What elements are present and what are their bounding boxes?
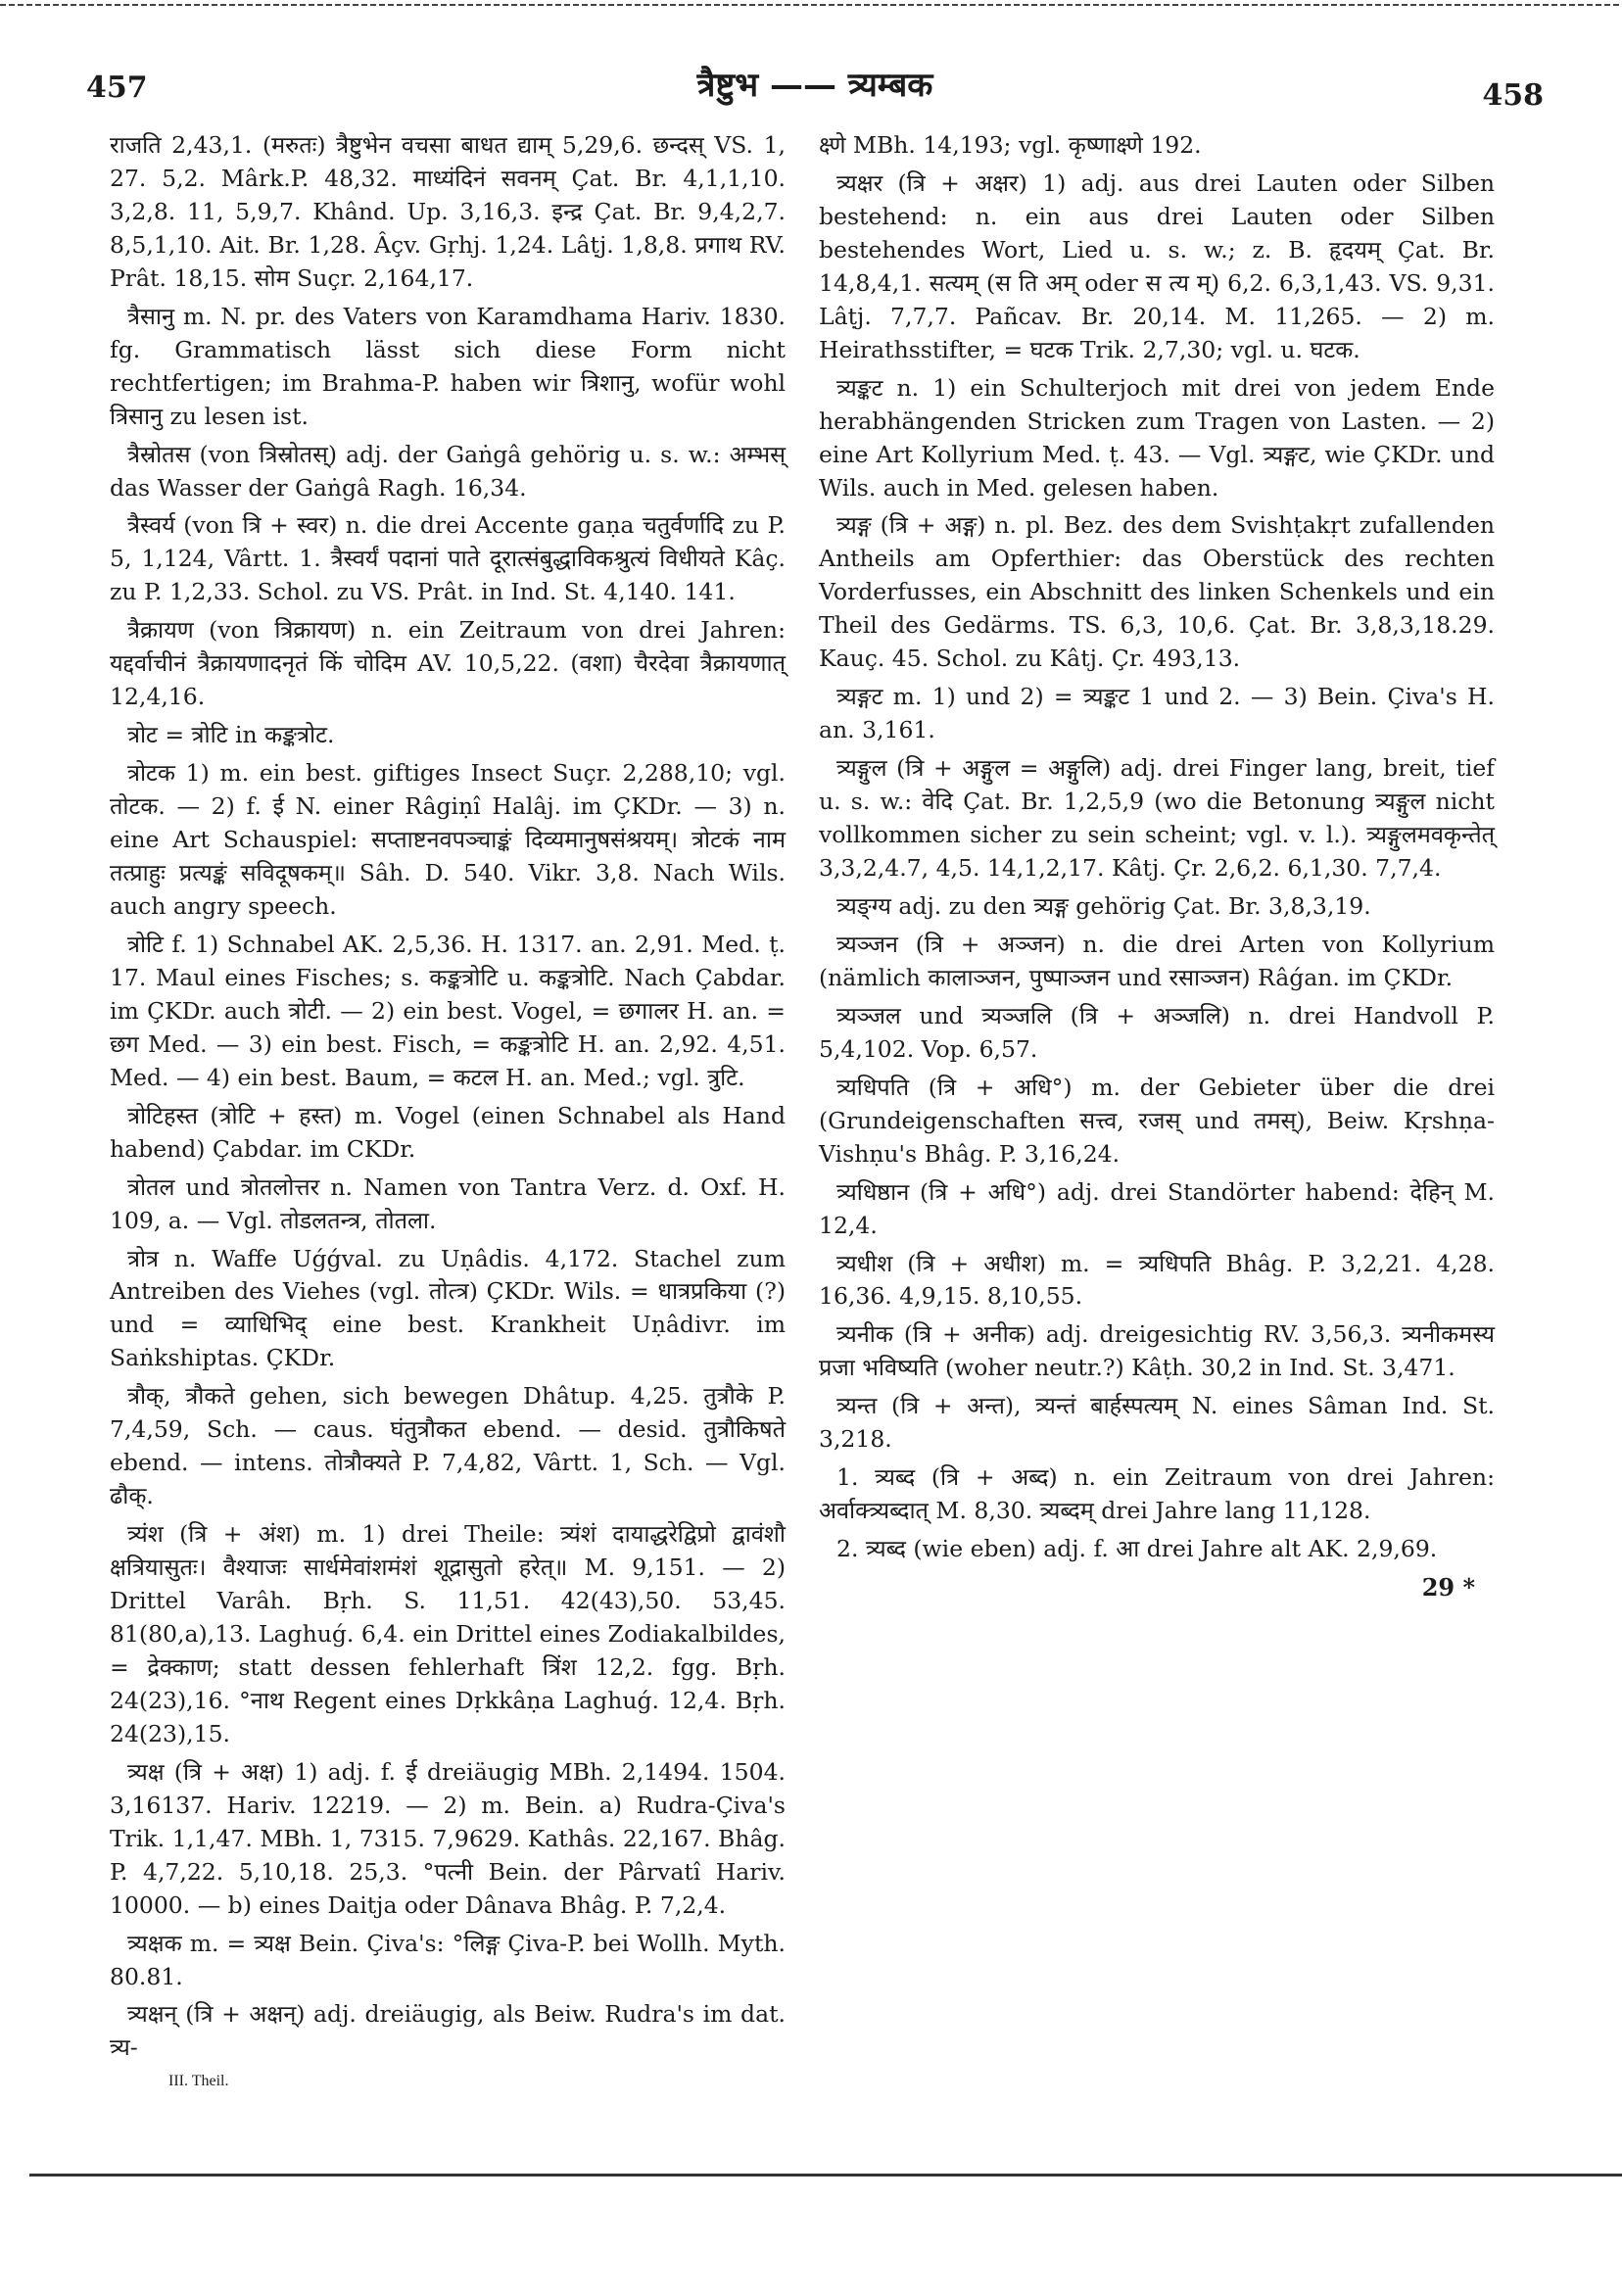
- dictionary-entry: त्र्यन्त (त्रि + अन्त), त्र्यन्तं बार्हस्पत्यम् N. eines Sâman Ind. St. 3,218.: [819, 1392, 1495, 1454]
- dictionary-entry: त्र्यक्षन् (त्रि + अक्षन्) adj. dreiäugig, als Beiw. Rudra's im dat. त्र्य-: [110, 2000, 786, 2062]
- dictionary-entry: त्र्यक्षर (त्रि + अक्षर) 1) adj. aus drei Lauten oder Silben bestehend: n. ein aus drei Lauten oder Silben bestehendes Wort, Lied u. s. w.; z. B. हृदयम् Çat. Br. 14,8,4,1. सत्यम् (स ति अम् oder स त्य म्) 6,2. 6,3,1,43. VS. 9,31. Lâṭj. 7,7,7. Pañcav. Br. 20,14. M. 11,265. — 2) m. Heirathsstifter, = घटक Trik. 2,7,30; vgl. u. घटक.: [819, 168, 1495, 363]
- top-dotted-rule: [0, 4, 1622, 6]
- dictionary-entry: त्रैसानु m. N. pr. des Vaters von Karamdhama Hariv. 1830. fg. Grammatisch lässt sich diese Form nicht rechtfertigen; im Brahma-P. haben wir त्रिशानु, wofür wohl त्रिसानु zu lesen ist.: [110, 302, 786, 430]
- dictionary-entry: त्र्यञ्जल und त्र्यञ्जलि (त्रि + अञ्जलि) n. drei Handvoll P. 5,4,102. Vop. 6,57.: [819, 1001, 1495, 1063]
- left-column: [110, 129, 786, 2092]
- left-page-number: 457: [86, 71, 148, 105]
- dictionary-entry: त्र्यञ्जन (त्रि + अञ्जन) n. die drei Arten von Kollyrium (nämlich कालाञ्जन, पुष्पाञ्जन und रसाञ्जन) Râǵan. im ÇKDr.: [819, 930, 1495, 991]
- dictionary-entry: त्रोट = त्रोटि in कङ्कत्रोट.: [127, 721, 335, 749]
- dictionary-entry: त्र्यक्षक m. = त्र्यक्ष Bein. Çiva's: °लिङ्ग Çiva-P. bei Wollh. Myth. 80.81.: [110, 1929, 786, 1990]
- dictionary-entry: त्रैस्वर्य (von त्रि + स्वर) n. die drei Accente gaṇa चतुर्वर्णादि zu P. 5, 1,124, Vârtt. 1. त्रैस्वर्यं पदानां पाते दूरात्संबुद्धाविकश्रुत्यं विधीयते Kâç. zu P. 1,2,33. Schol. zu VS. Prât. in Ind. St. 4,140. 141.: [110, 511, 786, 606]
- dictionary-entry: 2. त्र्यब्द (wie eben) adj. f. आ drei Jahre alt AK. 2,9,69.: [836, 1535, 1438, 1563]
- dictionary-entry: त्र्यङ्ग्य adj. zu den त्र्यङ्ग gehörig Çat. Br. 3,8,3,19.: [836, 891, 1371, 920]
- dictionary-entry: त्रोटक 1) m. ein best. giftiges Insect Suçr. 2,288,10; vgl. तोटक. — 2) f. ई N. einer Râgiṇî Halâj. im ÇKDr. — 3) n. eine Art Schauspiel: सप्ताष्टनवपञ्चाङ्कं दिव्यमानुषसंश्रयम्। त्रोटकं नाम तत्प्राहुः प्रत्यङ्कं सविदूषकम्॥ Sâh. D. 540. Vikr. 3,8. Nach Wils. auch angry speech.: [110, 759, 786, 920]
- dictionary-entry: त्रैक्रायण (von त्रिक्रायण) n. ein Zeitraum von drei Jahren: यद्दर्वाचीनं त्रैक्रायणादनृतं किं चोदिम AV. 10,5,22. (वशा) चैरदेवा त्रैक्रायणात् 12,4,16.: [110, 616, 786, 711]
- dictionary-entry: क्ष्णे MBh. 14,193; vgl. कृष्णाक्ष्णे 192.: [819, 131, 1202, 159]
- dictionary-entry: त्रोटिहस्त (त्रोटि + हस्त) m. Vogel (einen Schnabel als Hand habend) Çabdar. im CKDr.: [110, 1101, 786, 1163]
- dictionary-entry: त्र्यङ्गट m. 1) und 2) = त्र्यङ्कट 1 und 2. — 3) Bein. Çiva's H. an. 3,161.: [819, 683, 1495, 744]
- dictionary-entry: त्र्यधिष्ठान (त्रि + अधि°) adj. drei Standörter habend: देहिन् M. 12,4.: [819, 1177, 1495, 1239]
- volume-footer: III. Theil.: [168, 2073, 229, 2090]
- right-column: [819, 129, 1495, 1605]
- dictionary-entry: त्र्यक्ष (त्रि + अक्ष) 1) adj. f. ई dreiäugig MBh. 2,1494. 1504. 3,16137. Hariv. 12219. — 2) m. Bein. a) Rudra-Çiva's Trik. 1,1,47. MBh. 1, 7315. 7,9629. Kathâs. 22,167. Bhâg. P. 4,7,22. 5,10,18. 25,3. °पत्नी Bein. der Pârvatî Hariv. 10000. — b) eines Daitja oder Dânava Bhâg. P. 7,2,4.: [110, 1757, 786, 1919]
- dictionary-entry: त्र्यंश (त्रि + अंश) m. 1) drei Theile: त्र्यंशं दायाद्धरेद्विप्रो द्वावंशौ क्षत्रियासुतः। वैश्याजः सार्धमेवांशमंशं शूद्रासुतो हरेत्॥ M. 9,151. — 2) Drittel Varâh. Bṛh. S. 11,51. 42(43),50. 53,45. 81(80,a),13. Laghuǵ. 6,4. ein Drittel eines Zodiakalbildes, = द्रेक्काण; statt dessen fehlerhaft त्रिंश 12,2. fgg. Bṛh. 24(23),16. °नाथ Regent eines Dṛkkâṇa Laghuǵ. 12,4. Bṛh. 24(23),15.: [110, 1520, 786, 1747]
- headword-range: त्रैष्टुभ —— त्र्यम्बक: [696, 66, 933, 105]
- right-page-number: 458: [1482, 78, 1544, 113]
- dictionary-entry: राजति 2,43,1. (मरुतः) त्रैष्टुभेन वचसा बाधत द्याम् 5,29,6. छन्दस् VS. 1, 27. 5,2. Mârk.P. 48,32. माध्यंदिनं सवनम् Çat. Br. 4,1,1,10. 3,2,8. 11, 5,9,7. Khând. Up. 3,16,3. इन्द्र Çat. Br. 9,4,2,7. 8,5,1,10. Ait. Br. 1,28. Âçv. Gṛhj. 1,24. Lâṭj. 1,8,8. प्रगाथ RV. Prât. 18,15. सोम Suçr. 2,164,17.: [110, 131, 786, 292]
- dictionary-entry: 1. त्र्यब्द (त्रि + अब्द) n. ein Zeitraum von drei Jahren: अर्वाक्त्र्यब्दात् M. 8,30. त्र्यब्दम् drei Jahre lang 11,128.: [819, 1463, 1495, 1525]
- dictionary-entry: त्र्यङ्गुल (त्रि + अङ्गुल = अङ्गुलि) adj. drei Finger lang, breit, tief u. s. w.: वेदि Çat. Br. 1,2,5,9 (wo die Betonung त्र्यङ्गुल nicht vollkommen sicher zu sein scheint; vgl. v. l.). त्र्यङ्गुलमवकृन्तेत् 3,3,2,4.7, 4,5. 14,1,2,17. Kâtj. Çr. 2,6,2. 6,1,30. 7,7,4.: [819, 754, 1495, 883]
- dictionary-entry: त्रैस्रोतस (von त्रिस्रोतस्) adj. der Gaṅgâ gehörig u. s. w.: अम्भस् das Wasser der Gaṅgâ Ragh. 16,34.: [110, 440, 786, 502]
- bottom-rule: [29, 2174, 1622, 2176]
- dictionary-entry: त्रोटि f. 1) Schnabel AK. 2,5,36. H. 1317. an. 2,91. Med. ṭ. 17. Maul eines Fisches; s. कङ्कत्रोटि u. कङ्कत्रोटि. Nach Çabdar. im ÇKDr. auch त्रोटी. — 2) ein best. Vogel, = छगालर H. an. = छग Med. — 3) ein best. Fisch, = कङ्कत्रोटि H. an. 2,92. 4,51. Med. — 4) ein best. Baum, = कटल H. an. Med.; vgl. त्रुटि.: [110, 930, 786, 1091]
- dictionary-entry: त्र्यनीक (त्रि + अनीक) adj. dreigesichtig RV. 3,56,3. त्र्यनीकमस्य प्रजा भविष्यति (woher neutr.?) Kâṭh. 30,2 in Ind. St. 3,471.: [819, 1320, 1495, 1382]
- dictionary-entry: त्र्यधीश (त्रि + अधीश) m. = त्र्यधिपति Bhâg. P. 3,2,21. 4,28. 16,36. 4,9,15. 8,10,55.: [819, 1249, 1495, 1311]
- signature-mark: 29 *: [1421, 1573, 1475, 1602]
- page-header: [86, 61, 1544, 120]
- dictionary-entry: त्रौक्, त्रौकते gehen, sich bewegen Dhâtup. 4,25. तुत्रौके P. 7,4,59, Sch. — caus. घंतुत्रौकत ebend. — desid. तुत्रौकिषते ebend. — intens. तोत्रौक्यते P. 7,4,82, Vârtt. 1, Sch. — Vgl. ढौक्.: [110, 1382, 786, 1510]
- dictionary-entry: त्र्यधिपति (त्रि + अधि°) m. der Gebieter über die drei (Grundeigenschaften सत्त्व, रजस् und तमस्), Beiw. Kṛshṇa-Vishṇu's Bhâg. P. 3,16,24.: [819, 1073, 1495, 1168]
- dictionary-entry: त्रोत्र n. Waffe Uǵǵval. zu Uṇâdis. 4,172. Stachel zum Antreiben des Viehes (vgl. तोत्त्र) ÇKDr. Wils. = धात्रप्रकिया (?) und = व्याधिभिद् eine best. Krankheit Uṇâdivr. im Saṅkshiptas. ÇKDr.: [110, 1244, 786, 1372]
- dictionary-entry: त्रोतल und त्रोतलोत्तर n. Namen von Tantra Verz. d. Oxf. H. 109, a. — Vgl. तोडलतन्त्र, तोतला.: [110, 1172, 786, 1234]
- dictionary-entry: त्र्यङ्ग (त्रि + अङ्ग) n. pl. Bez. des dem Svishṭakṛt zufallenden Antheils am Opferthier: das Oberstück des rechten Vorderfusses, ein Abschnitt des linken Schenkels und ein Theil des Gedärms. TS. 6,3, 10,6. Çat. Br. 3,8,3,18.29. Kauç. 45. Schol. zu Kâtj. Çr. 493,13.: [819, 511, 1495, 673]
- dictionary-entry: त्र्यङ्कट n. 1) ein Schulterjoch mit drei von jedem Ende herabhängenden Stricken zum Tragen von Lasten. — 2) eine Art Kollyrium Med. ṭ. 43. — Vgl. त्र्यङ्गट, wie ÇKDr. und Wils. auch in Med. gelesen haben.: [819, 373, 1495, 502]
